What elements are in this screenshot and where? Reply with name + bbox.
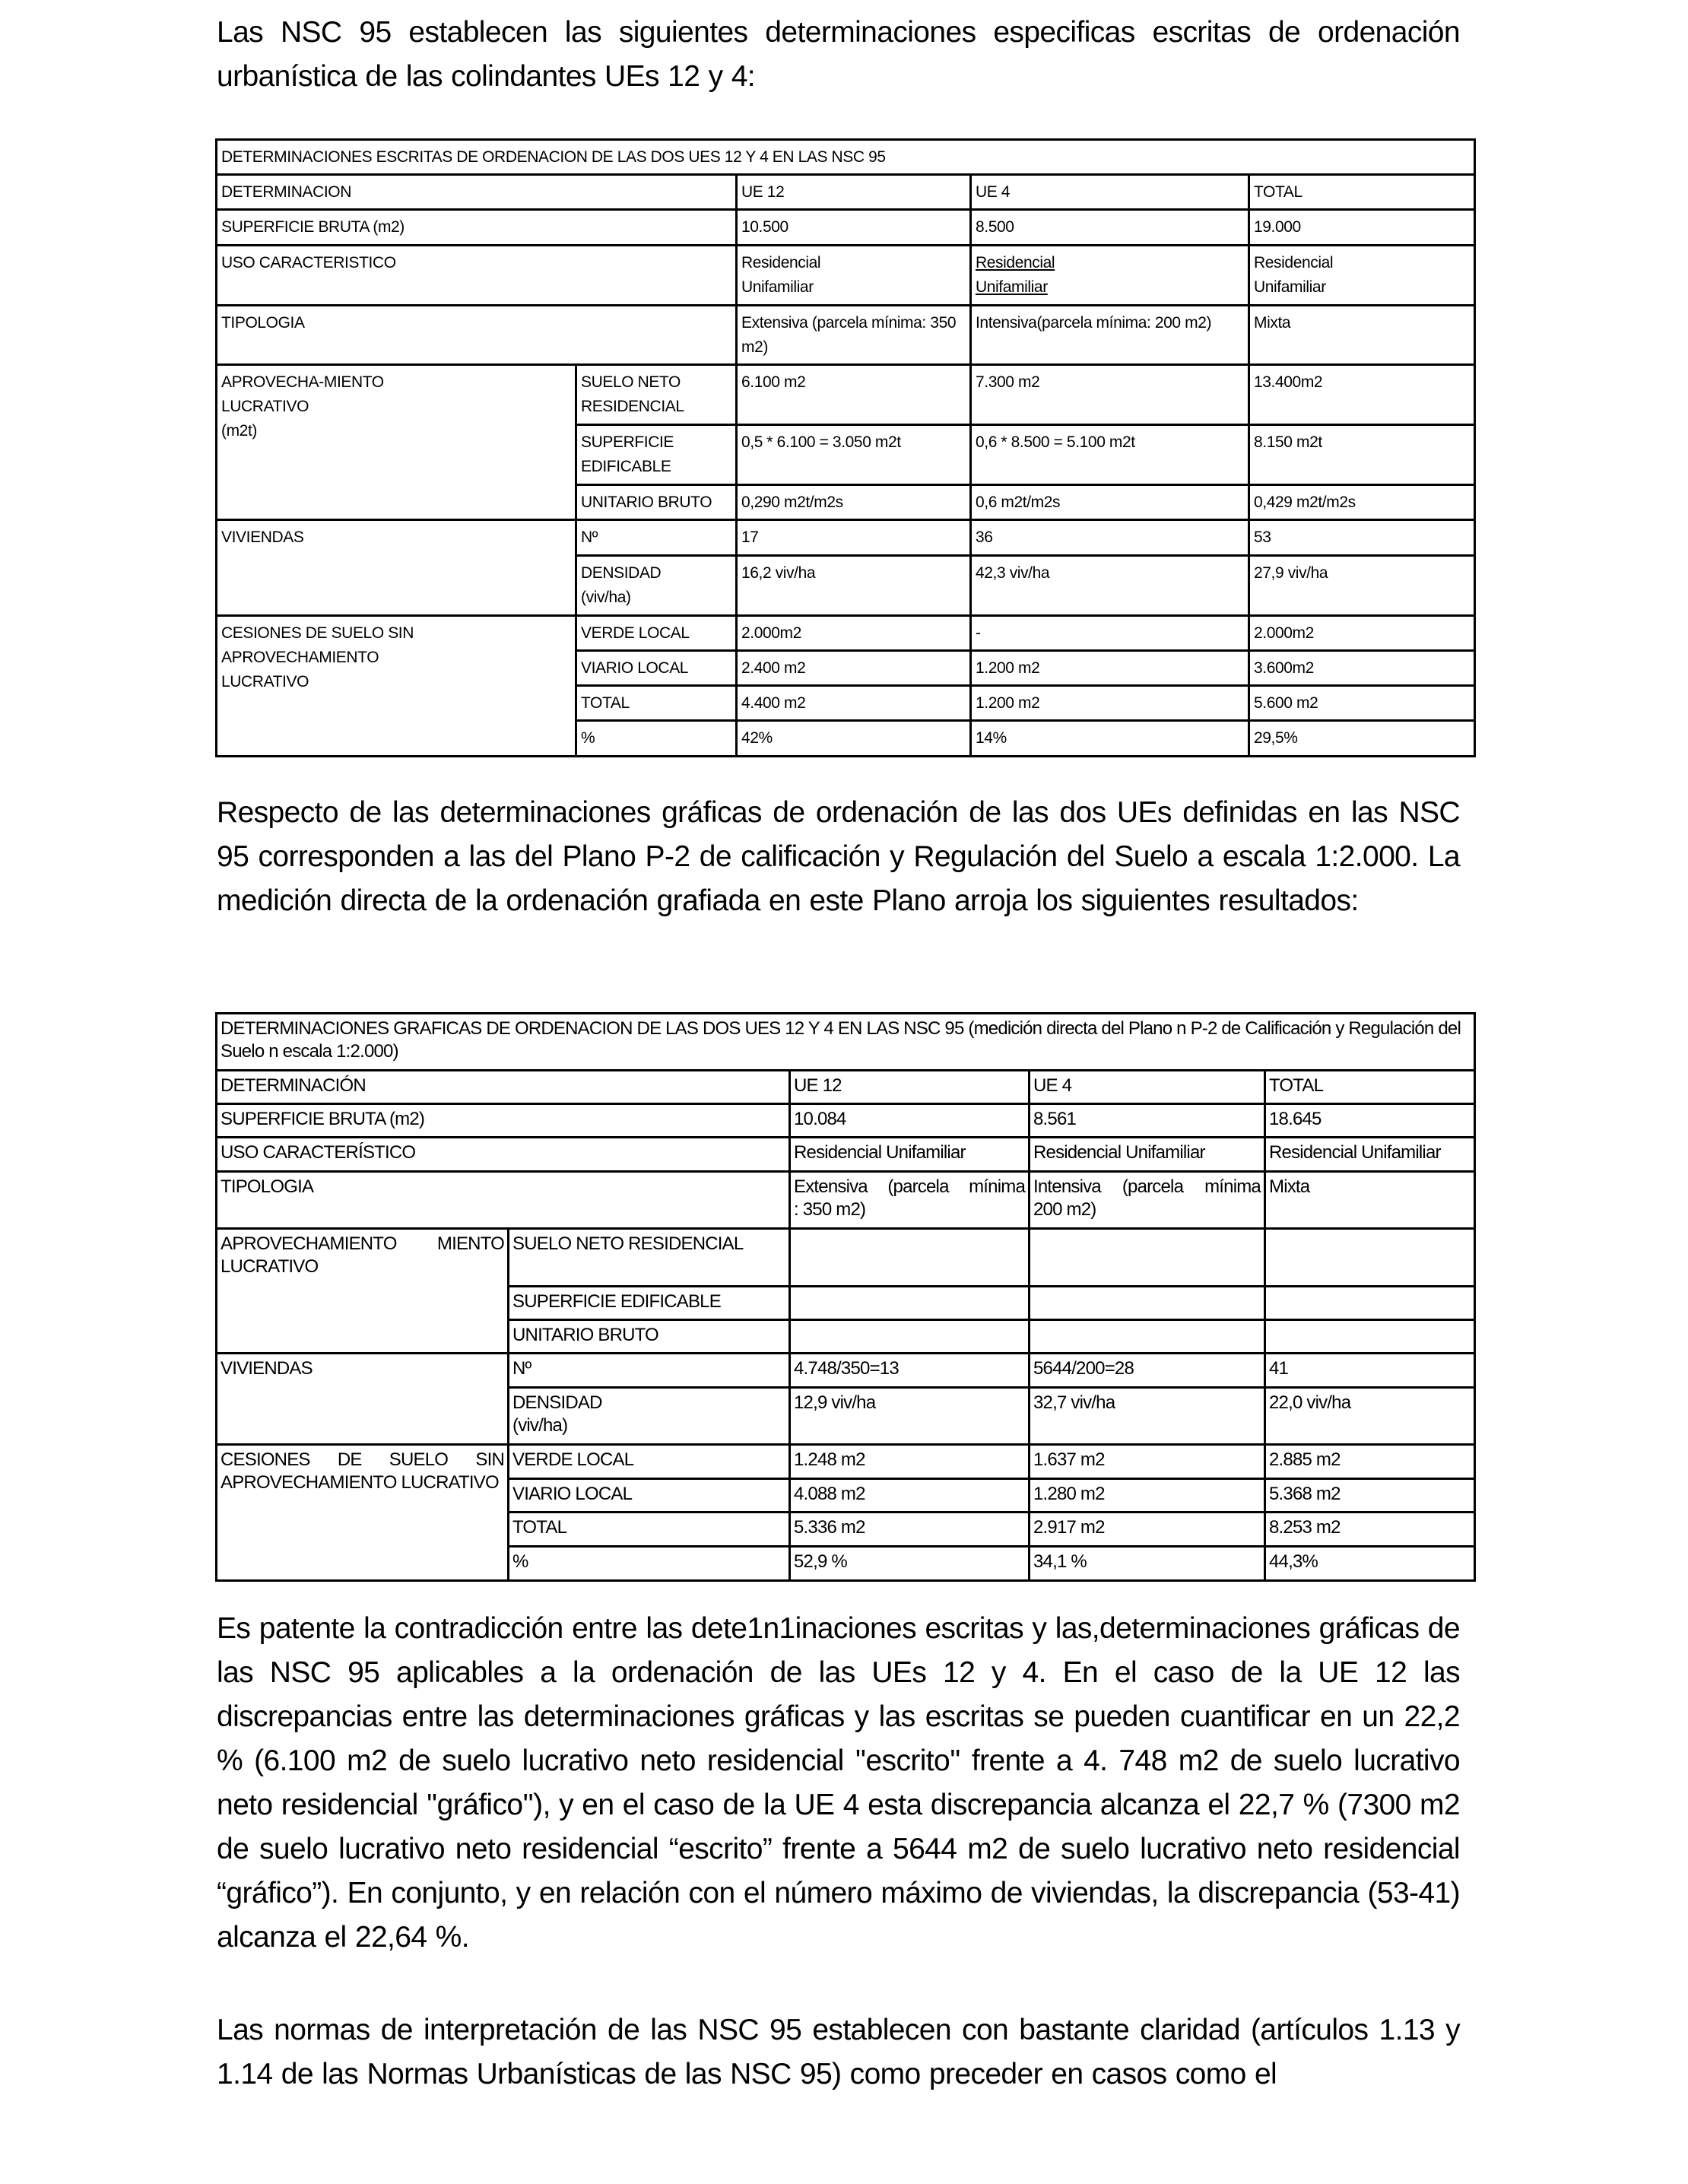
table-row: APROVECHA-MIENTO LUCRATIVO (m2t) SUELO NETO RESIDENCIAL 6.100 m2 7.300 m2 13.400m2: [217, 365, 1475, 425]
table-row: VIARIO LOCAL 4.088 m2 1.280 m2 5.368 m2: [217, 1479, 1475, 1513]
header-determinacion: DETERMINACION: [217, 175, 737, 210]
table-row: SUPERFICIE BRUTA (m2) 10.500 8.500 19.000: [217, 210, 1475, 246]
table-row: SUPERFICIE EDIFICABLE 0,5 * 6.100 = 3.050 m2t 0,6 * 8.500 = 5.100 m2t 8.150 m2t: [217, 425, 1475, 485]
table-row: UNITARIO BRUTO 0,290 m2t/m2s 0,6 m2t/m2s 0,429 m2t/m2s: [217, 485, 1475, 520]
written-determinations-table: [215, 138, 1476, 757]
table-row: APROVECHAMIENTO MIENTO LUCRATIVO SUELO NETO RESIDENCIAL: [217, 1229, 1475, 1287]
header-ue4: UE 4: [971, 175, 1249, 210]
table-row: TIPOLOGIA Extensiva (parcela mínima: 350 m2) Intensiva(parcela mínima: 200 m2) Mixta: [217, 306, 1475, 365]
table-row: % 42% 14% 29,5%: [217, 721, 1475, 757]
table-row: CESIONES DE SUELO SIN APROVECHAMIENTO LUCRATIVO VERDE LOCAL 2.000m2 - 2.000m2: [217, 616, 1475, 651]
table-title: DETERMINACIONES ESCRITAS DE ORDENACION DE LAS DOS UES 12 Y 4 EN LAS NSC 95: [217, 140, 1475, 175]
middle-paragraph: Respecto de las determinaciones gráficas de ordenación de las dos UEs definidas en las NSC 95 corresponden a las del Plano P-2 de calificación y Regulación del Suelo a escala 1:2.000. La medición directa de la ordenación grafiada en este Plano arroja los siguientes resultados:: [217, 796, 1460, 917]
table-row: SUPERFICIE BRUTA (m2) 10.084 8.561 18.645: [217, 1104, 1475, 1138]
header-ue12: UE 12: [737, 175, 971, 210]
table-title: DETERMINACIONES GRAFICAS DE ORDENACION DE LAS DOS UES 12 Y 4 EN LAS NSC 95 (medición directa del Plano n P-2 de Calificación y Regulación del Suelo n escala 1:2.000): [217, 1014, 1475, 1071]
table-row: DENSIDAD (viv/ha) 16,2 viv/ha 42,3 viv/ha 27,9 viv/ha: [217, 556, 1475, 616]
conclusion-paragraph: Es patente la contradicción entre las dete1n1inaciones escritas y las,determinaciones gráficas de las NSC 95 aplicables a la ordenación de las UEs 12 y 4. En el caso de la UE 12 las discrepancias entre las determinaciones gráficas y las escritas se pueden cuantificar en un 22,2 % (6.100 m2 de suelo lucrativo neto residencial ''escrito'' frente a 4. 748 m2 de suelo lucrativo neto residencial ''gráfico''), y en el caso de la UE 4 esta discrepancia alcanza el 22,7 % (7300 m2 de suelo lucrativo neto residencial “escrito” frente a 5644 m2 de suelo lucrativo neto residencial “gráfico”). En conjunto, y en relación con el número máximo de viviendas, la discrepancia (53-41) alcanza el 22,64 %.: [217, 1612, 1460, 1954]
table-row: USO CARACTERÍSTICO Residencial Unifamiliar Residencial Unifamiliar Residencial Unifamiliar: [217, 1138, 1475, 1172]
header-determinacion: DETERMINACIÓN: [217, 1071, 790, 1104]
table-row: TOTAL 5.336 m2 2.917 m2 8.253 m2: [217, 1513, 1475, 1547]
table-row: SUPERFICIE EDIFICABLE: [217, 1287, 1475, 1320]
table-row: TIPOLOGIA Extensiva (parcela mínima : 350 m2) Intensiva (parcela mínima 200 m2) Mixta: [217, 1172, 1475, 1229]
final-paragraph: Las normas de interpretación de las NSC 95 establecen con bastante claridad (artículos 1.13 y 1.14 de las Normas Urbanísticas de las NSC 95) como preceder en casos como el: [217, 2014, 1460, 2090]
table-row: VIVIENDAS Nº 17 36 53: [217, 520, 1475, 556]
header-ue4: UE 4: [1030, 1071, 1265, 1104]
table-row: VIVIENDAS Nº 4.748/350=13 5644/200=28 41: [217, 1354, 1475, 1388]
table-row: USO CARACTERISTICO Residencial Unifamiliar Residencial Unifamiliar Residencial Unifamiliar: [217, 246, 1475, 306]
table-row: VIARIO LOCAL 2.400 m2 1.200 m2 3.600m2: [217, 651, 1475, 686]
table-row: TOTAL 4.400 m2 1.200 m2 5.600 m2: [217, 686, 1475, 721]
table-row: UNITARIO BRUTO: [217, 1320, 1475, 1354]
graphic-determinations-table: [215, 1012, 1476, 1582]
header-ue12: UE 12: [790, 1071, 1030, 1104]
table-row: DENSIDAD (viv/ha) 12,9 viv/ha 32,7 viv/ha 22,0 viv/ha: [217, 1388, 1475, 1445]
header-total: TOTAL: [1265, 1071, 1475, 1104]
header-total: TOTAL: [1249, 175, 1475, 210]
table-row: % 52,9 % 34,1 % 44,3%: [217, 1547, 1475, 1581]
table-row: CESIONES DE SUELO SIN APROVECHAMIENTO LUCRATIVO VERDE LOCAL 1.248 m2 1.637 m2 2.885 m2: [217, 1445, 1475, 1479]
intro-paragraph: Las NSC 95 establecen las siguientes determinaciones especificas escritas de ordenación urbanística de las colindantes UEs 12 y 4:: [217, 16, 1460, 93]
